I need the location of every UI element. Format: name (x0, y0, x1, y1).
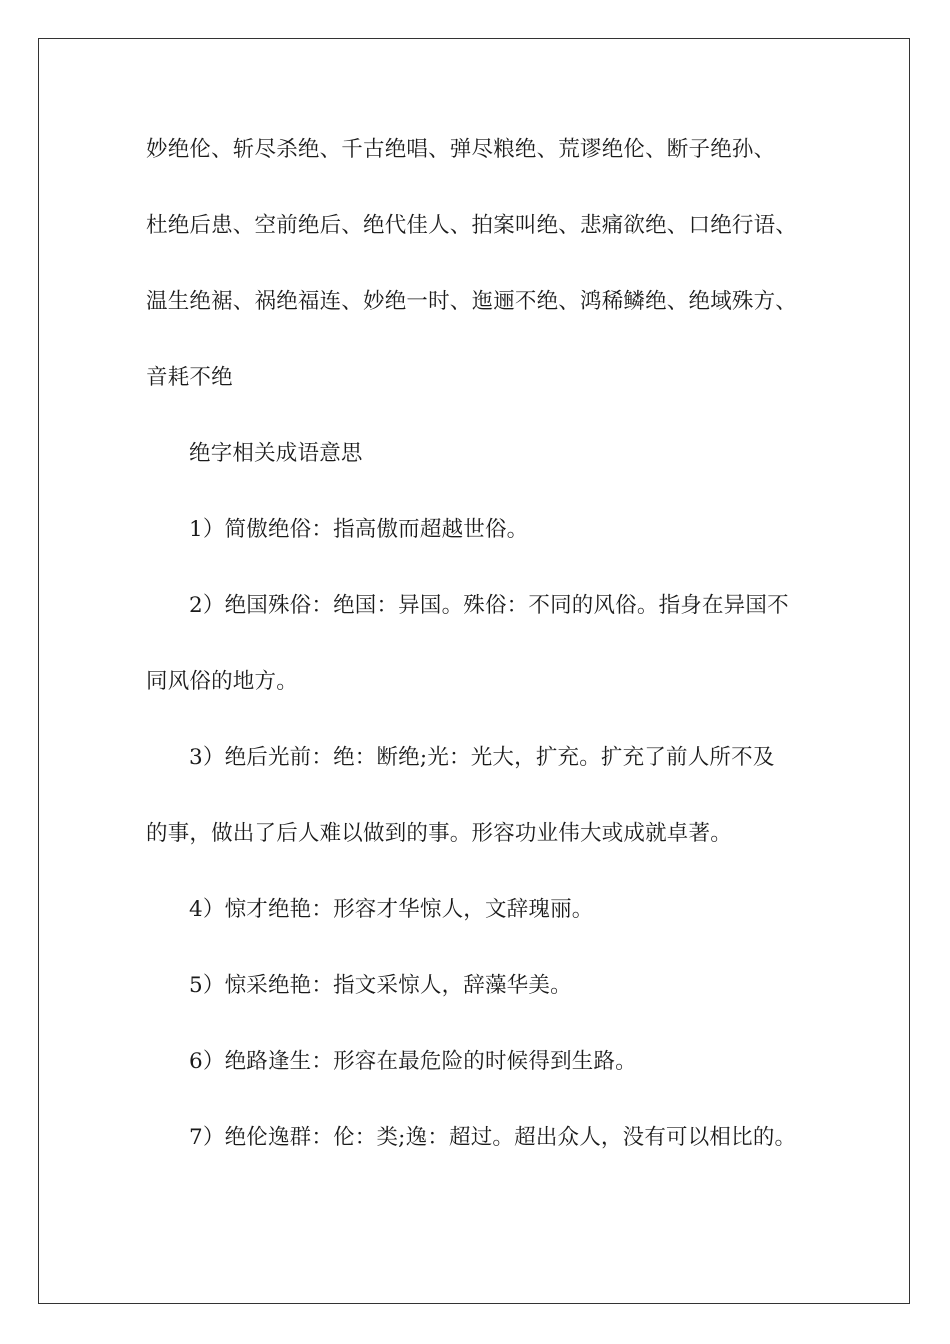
idiom-list-line-2: 杜绝后患、空前绝后、绝代佳人、拍案叫绝、悲痛欲绝、口绝行语、 (146, 213, 798, 238)
definition-3-continued: 的事，做出了后人难以做到的事。形容功业伟大或成就卓著。 (146, 821, 732, 846)
definition-2: 2）绝国殊俗：绝国：异国。殊俗：不同的风俗。指身在异国不 (189, 593, 789, 618)
definition-3: 3）绝后光前：绝：断绝;光：光大，扩充。扩充了前人所不及 (189, 745, 775, 770)
idiom-list-line-4: 音耗不绝 (146, 365, 233, 390)
definition-1: 1）简傲绝俗：指高傲而超越世俗。 (189, 517, 529, 542)
definition-5: 5）惊采绝艳：指文采惊人，辞藻华美。 (189, 973, 572, 998)
document-body (146, 131, 816, 1195)
definition-4: 4）惊才绝艳：形容才华惊人，文辞瑰丽。 (189, 897, 594, 922)
idiom-list-line-3: 温生绝裾、祸绝福连、妙绝一时、迤逦不绝、鸿稀鳞绝、绝域殊方、 (146, 289, 798, 314)
idiom-list-line-1: 妙绝伦、斩尽杀绝、千古绝唱、弹尽粮绝、荒谬绝伦、断子绝孙、 (146, 137, 776, 162)
definition-6: 6）绝路逢生：形容在最危险的时候得到生路。 (189, 1049, 637, 1074)
definition-2-continued: 同风俗的地方。 (146, 669, 298, 694)
section-heading: 绝字相关成语意思 (189, 441, 363, 466)
definition-7: 7）绝伦逸群：伦：类;逸：超过。超出众人，没有可以相比的。 (189, 1125, 797, 1150)
